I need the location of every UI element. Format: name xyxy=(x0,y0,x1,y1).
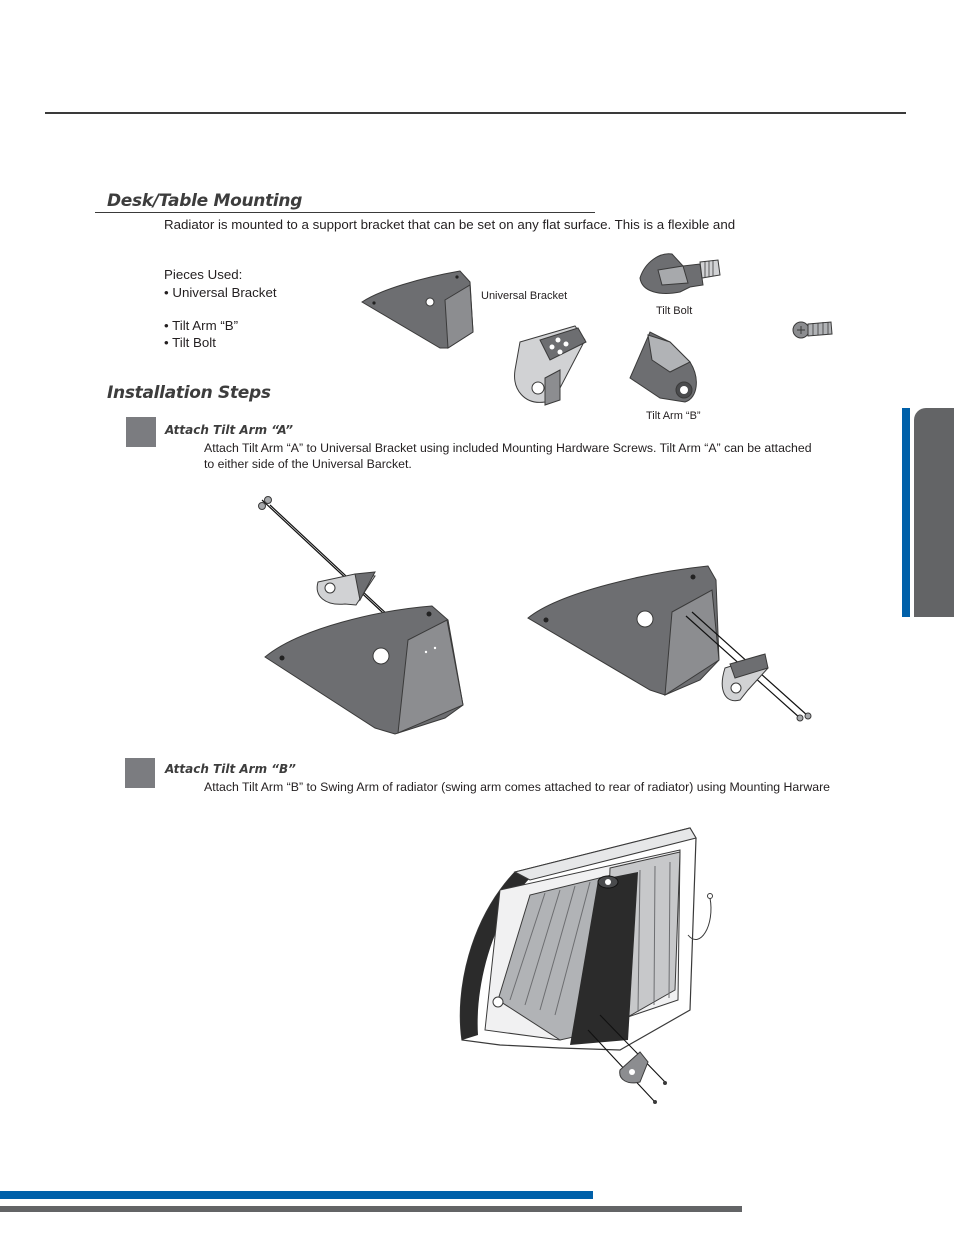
pieces-item-universal-bracket: • Universal Bracket xyxy=(164,285,277,300)
step-1-text-line1: Attach Tilt Arm “A” to Universal Bracket using included Mounting Hardware Screws. Tilt Arm “A” can be attached xyxy=(204,441,812,455)
bracket-assembly-right-illustration xyxy=(528,566,811,721)
step-2-text-line1: Attach Tilt Arm “B” to Swing Arm of radiator (swing arm comes attached to rear of radiator) using Mounting Harware xyxy=(204,780,831,794)
step-2-title: Attach Tilt Arm “B” xyxy=(165,762,296,776)
footer-bar-gray xyxy=(0,1206,742,1212)
radiator-assembly-illustration xyxy=(460,828,712,1104)
universal-bracket-illustration xyxy=(362,271,473,348)
tilt-arm-a-illustration xyxy=(515,326,586,405)
section-intro: Radiator is mounted to a support bracket that can be set on any flat surface. This is a flexible and xyxy=(164,217,736,232)
bracket-assembly-left-illustration xyxy=(259,497,464,735)
side-tab-accent xyxy=(902,408,910,617)
tilt-bolt-illustration xyxy=(640,254,720,294)
section-title: Desk/Table Mounting xyxy=(107,191,303,211)
step-2-marker xyxy=(125,758,155,788)
step-1-title: Attach Tilt Arm “A” xyxy=(165,423,293,437)
step-1-text-line2: to either side of the Universal Barcket. xyxy=(204,457,412,471)
label-tilt-arm-b: Tilt Arm “B” xyxy=(646,410,701,422)
tilt-arm-b-illustration xyxy=(630,332,696,402)
footer-bar-blue xyxy=(0,1191,593,1199)
screw-illustration xyxy=(793,322,832,338)
installation-title: Installation Steps xyxy=(107,383,271,403)
step-1-marker xyxy=(126,417,156,447)
pieces-item-tilt-arm-b: • Tilt Arm “B” xyxy=(164,318,239,333)
side-tab xyxy=(914,408,954,617)
pieces-heading: Pieces Used: xyxy=(164,267,243,282)
label-universal-bracket: Universal Bracket xyxy=(481,290,568,302)
pieces-item-tilt-bolt: • Tilt Bolt xyxy=(164,335,216,350)
label-tilt-bolt: Tilt Bolt xyxy=(656,305,693,317)
